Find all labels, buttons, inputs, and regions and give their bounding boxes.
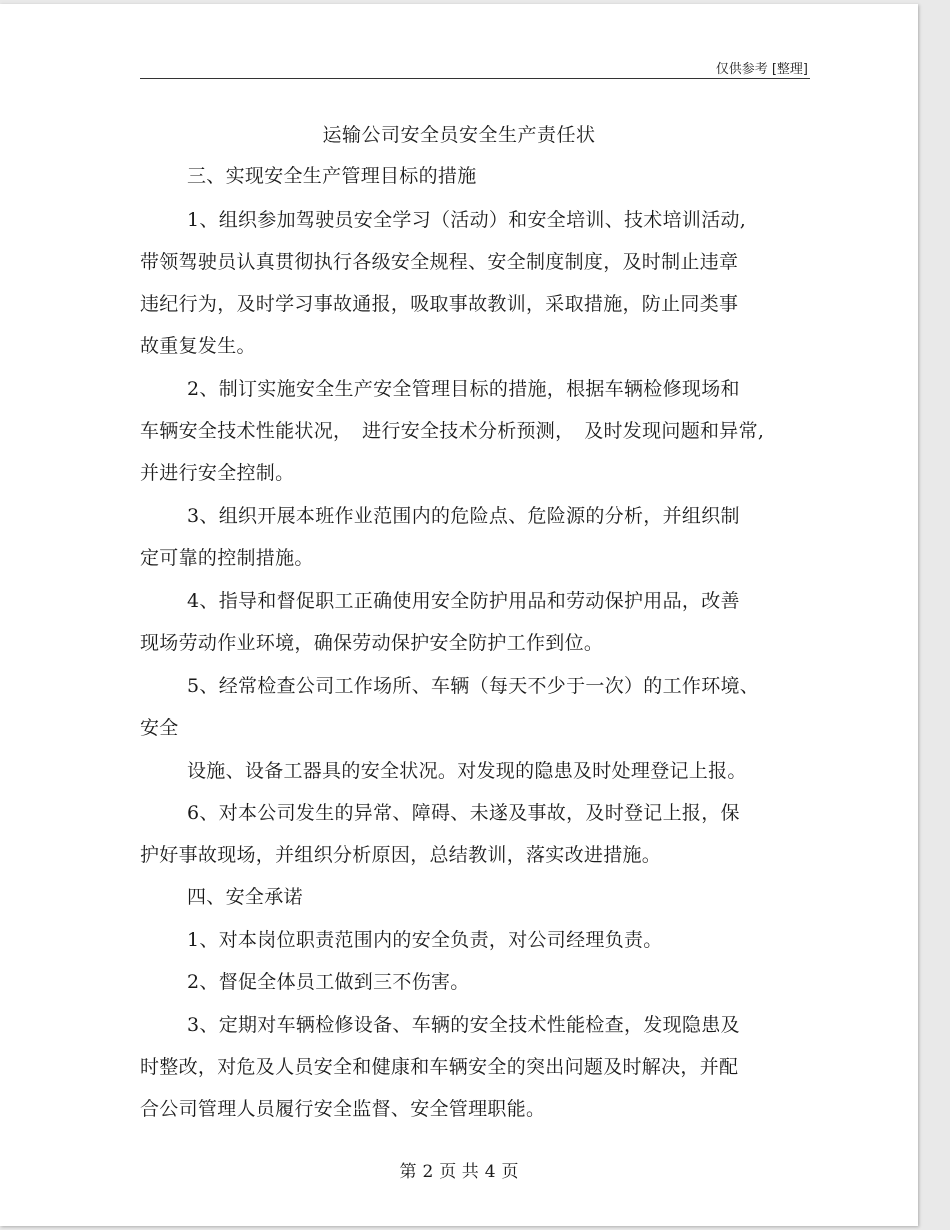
document-page [0, 4, 918, 1226]
paragraph-line: 故重复发生。 [140, 335, 256, 357]
paragraph-line: 带领驾驶员认真贯彻执行各级安全规程、安全制度制度，及时制止违章 [140, 251, 739, 273]
paragraph-line: 定可靠的控制措施。 [140, 547, 314, 569]
paragraph-line: 2、督促全体员工做到三不伤害。 [187, 971, 470, 993]
paragraph-line: 违纪行为，及时学习事故通报，吸取事故教训，采取措施，防止同类事 [140, 293, 739, 315]
page-mid: 页 共 [439, 1162, 479, 1182]
paragraph-line: 4、指导和督促职工正确使用安全防护用品和劳动保护用品，改善 [187, 590, 740, 612]
section-heading: 三、实现安全生产管理目标的措施 [187, 165, 477, 187]
page-number [0, 1157, 918, 1182]
section-heading: 四、安全承诺 [187, 886, 303, 908]
paragraph-line: 5、经常检查公司工作场所、车辆（每天不少于一次）的工作环境、 [187, 675, 760, 697]
header-note: 仅供参考 [整理] [715, 62, 808, 77]
paragraph-line: 安全 [140, 717, 179, 739]
paragraph-line: 2、制订实施安全生产安全管理目标的措施，根据车辆检修现场和 [187, 378, 740, 400]
paragraph-line: 时整改，对危及人员安全和健康和车辆安全的突出问题及时解决，并配 [140, 1056, 739, 1078]
paragraph-line: 1、组织参加驾驶员安全学习（活动）和安全培训、技术培训活动, [187, 209, 747, 231]
paragraph-line: 3、组织开展本班作业范围内的危险点、危险源的分析，并组织制 [187, 505, 740, 527]
total-pages: 4 [484, 1162, 496, 1182]
paragraph-line: 合公司管理人员履行安全监督、安全管理职能。 [140, 1098, 546, 1120]
paragraph-line: 6、对本公司发生的异常、障碍、未遂及事故，及时登记上报，保 [187, 802, 740, 824]
header-divider [140, 78, 810, 79]
paragraph-line: 设施、设备工器具的安全状况。对发现的隐患及时处理登记上报。 [187, 760, 747, 782]
paragraph-line: 护好事故现场，并组织分析原因，总结教训，落实改进措施。 [140, 844, 662, 866]
paragraph-line: 1、对本岗位职责范围内的安全负责，对公司经理负责。 [187, 929, 663, 951]
document-title: 运输公司安全员安全生产责任状 [322, 124, 596, 146]
paragraph-line: 车辆安全技术性能状况， 进行安全技术分析预测， 及时发现问题和异常, [140, 420, 765, 442]
current-page: 2 [422, 1162, 434, 1182]
paragraph-line: 3、定期对车辆检修设备、车辆的安全技术性能检查，发现隐患及 [187, 1014, 740, 1036]
paragraph-line: 现场劳动作业环境，确保劳动保护安全防护工作到位。 [140, 632, 604, 654]
page-suffix: 页 [501, 1162, 519, 1182]
page-prefix: 第 [399, 1162, 417, 1182]
paragraph-line: 并进行安全控制。 [140, 462, 295, 484]
